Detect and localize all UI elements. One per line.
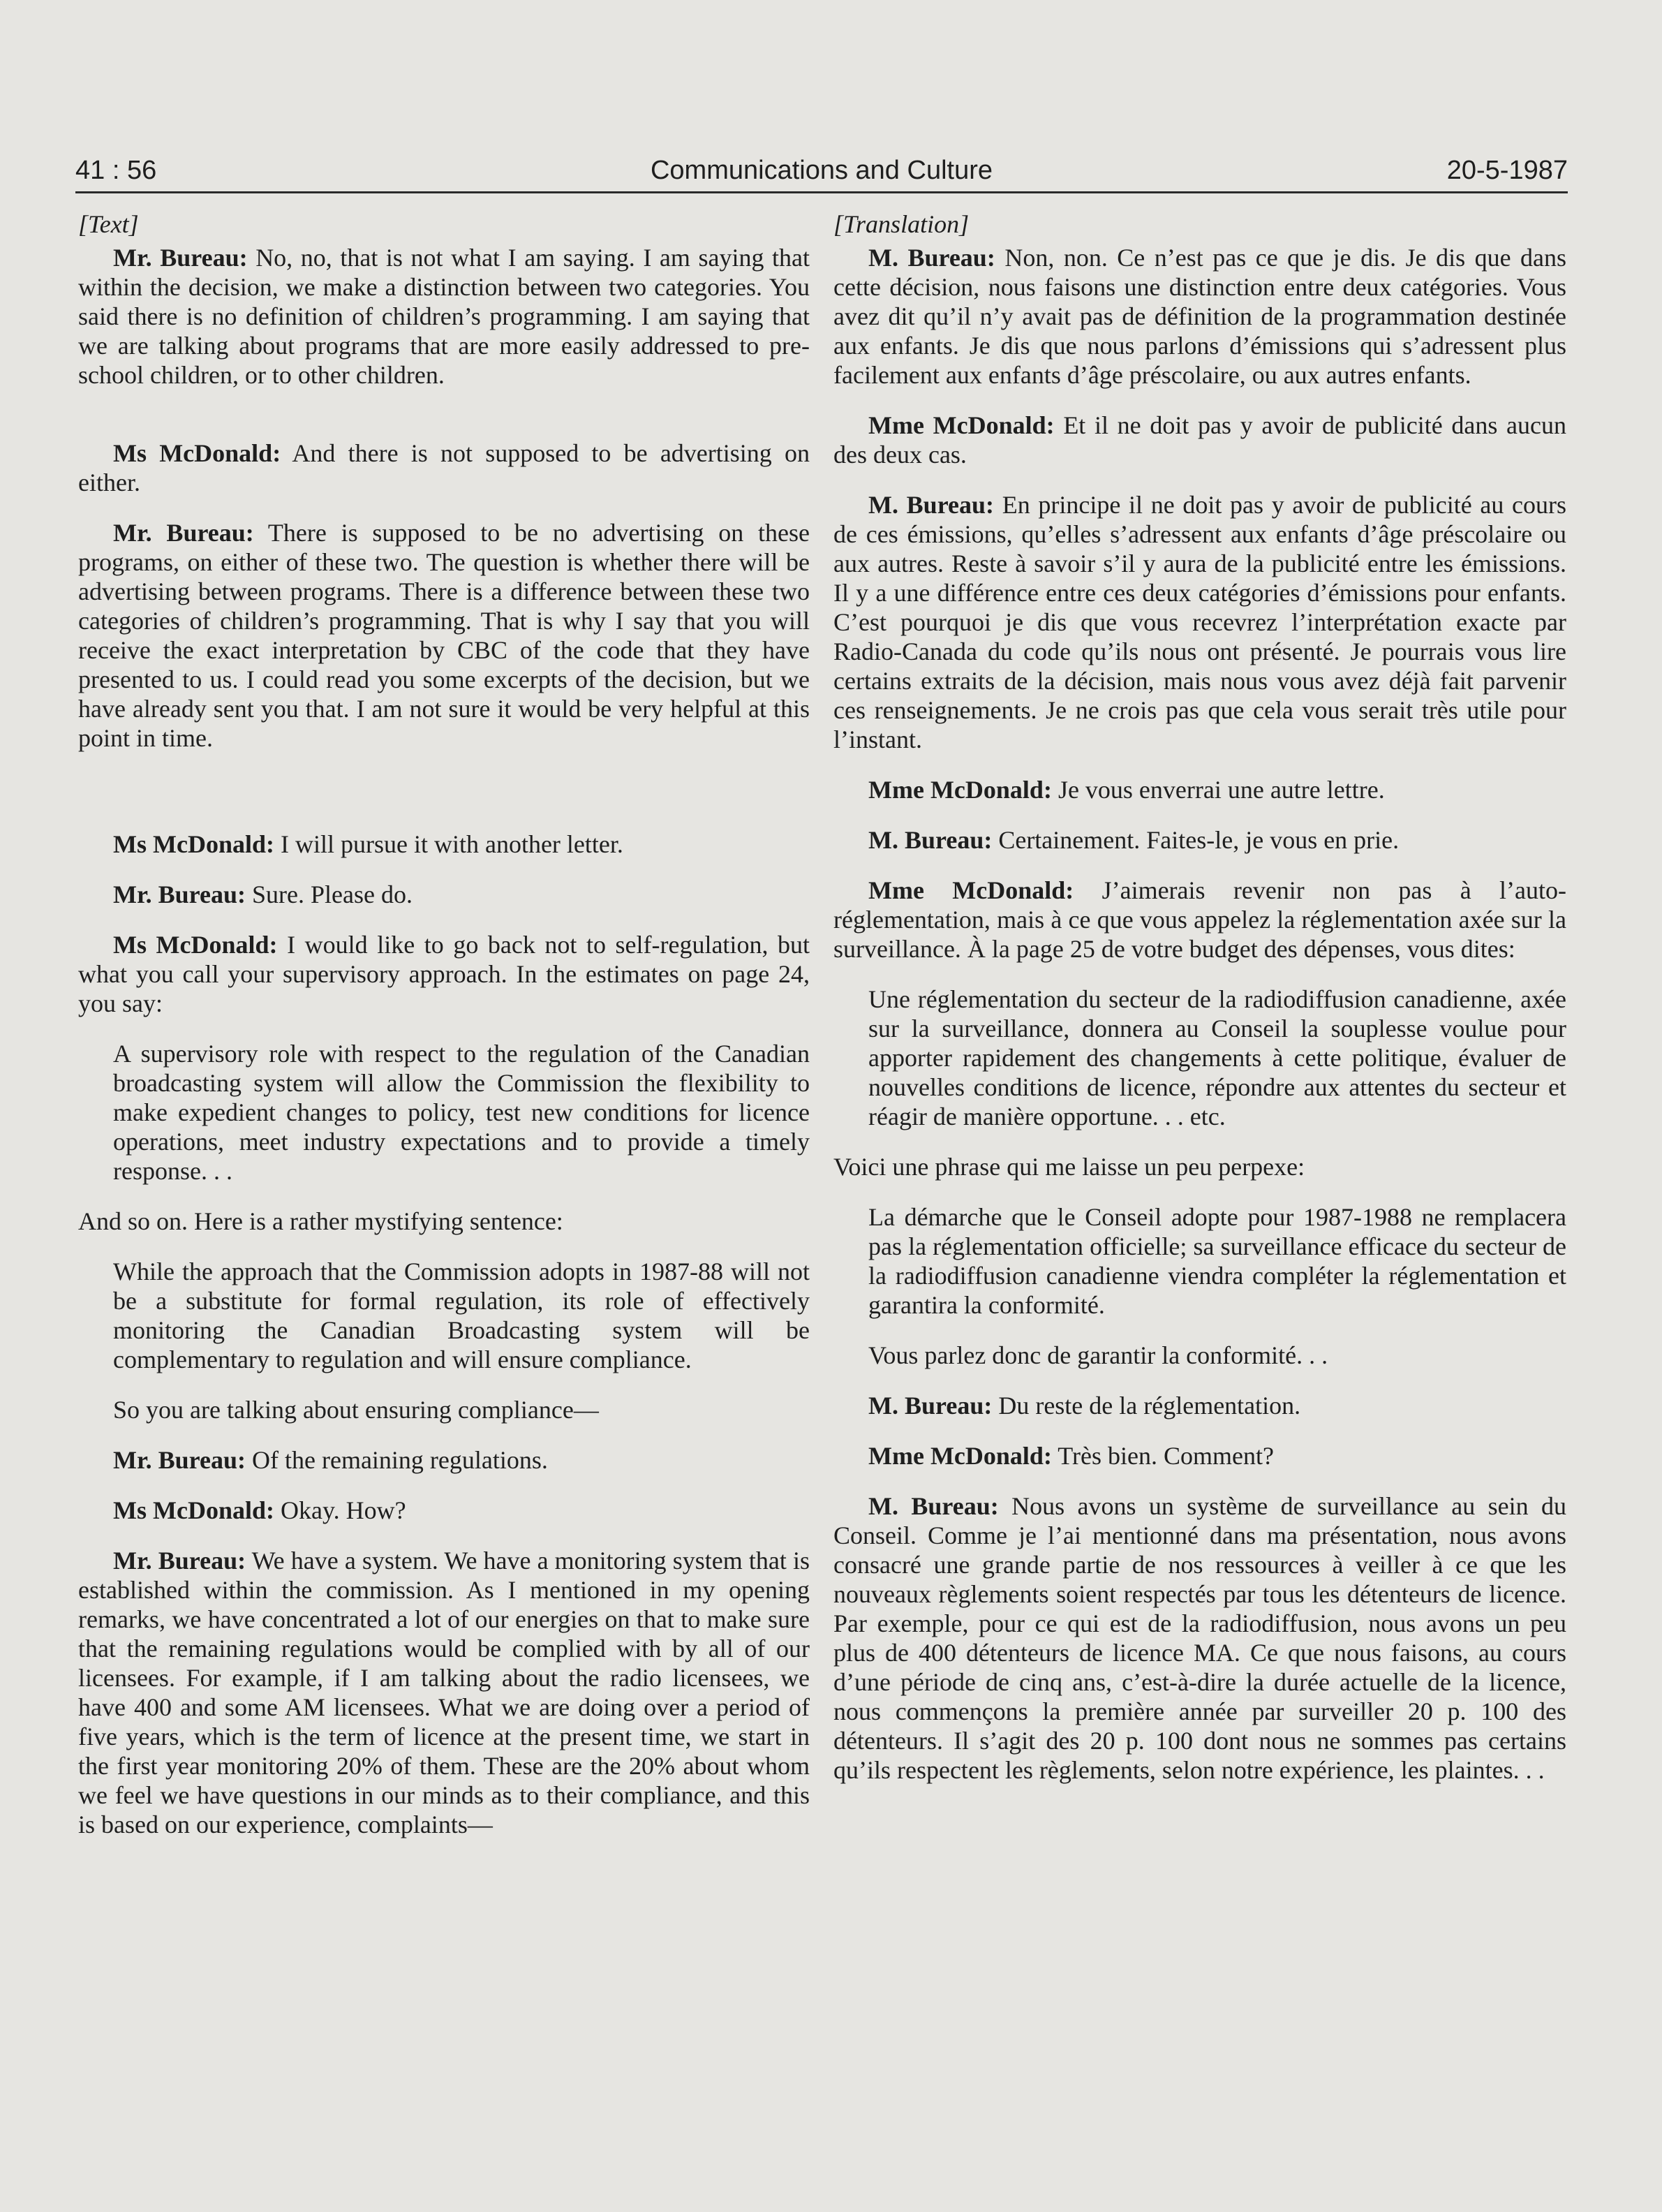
paragraph [833, 1491, 1566, 1785]
paragraph [78, 830, 810, 859]
speech: Et il ne doit pas y avoir de publicité dans aucun des deux cas. [833, 411, 1566, 469]
speech: I will pursue it with another letter. [280, 830, 623, 858]
speaker: Mme McDonald: [868, 776, 1052, 804]
block-quote: Une réglementation du secteur de la radiodiffusion canadienne, axée sur la surveillance, donnera au Conseil la souplesse voulue pour apporter rapidement des changements à cette politique, évaluer de nouvelles conditions de licence, répondre aux attentes du secteur et réagir de manière opportune. . . etc. [868, 985, 1566, 1130]
french-column [833, 209, 1566, 1806]
page-number: 41 : 56 [75, 156, 157, 185]
speaker: Mr. Bureau: [113, 244, 248, 272]
speaker: Ms McDonald: [113, 439, 281, 467]
speech: Très bien. Comment? [1058, 1442, 1274, 1470]
speech: No, no, that is not what I am saying. I am saying that within the decision, we make a distinction between two categories. You said there is no definition of children’s programming. I am saying that we are talking about programs that are more easily addressed to pre-school children, or to other children. [78, 244, 810, 389]
paragraph [833, 243, 1566, 390]
speech: Certainement. Faites-le, je vous en prie. [998, 826, 1400, 854]
speaker: Mr. Bureau: [113, 880, 246, 908]
page-header [75, 149, 1568, 193]
speech: Du reste de la réglementation. [998, 1392, 1301, 1420]
speech: En principe il ne doit pas y avoir de publicité au cours de ces émissions, qu’elles s’adressent aux enfants d’âge préscolaire ou aux autres. Reste à savoir s’il y aura de la publicité entre les émissions. Il y a une différence entre ces deux catégories d’émissions pour enfants. C’est pourquoi je dis que vous recevrez l’interprétation exacte par Radio-Canada du code qu’ils nous ont présenté. Je pourrais vous lire certains extraits de la décision, mais nous vous avez déjà fait parvenir ces renseignements. Je ne crois pas que cela vous serait très utile pour l’instant. [833, 491, 1567, 753]
speech: Nous avons un système de surveillance au sein du Conseil. Comme je l’ai mentionné dans ma présentation, nous avons consacré une grande partie de nos ressources à veiller à ce que les nouveaux règlements soient respectés par tous les détenteurs de licence. Par exemple, pour ce qui est de la radiodiffusion, nous avons un peu plus de 400 détenteurs de licence MA. Ce que nous faisons, au cours d’une période de cinq ans, c’est-à-dire la durée actuelle de la licence, nous commençons la première année par surveiller 20 p. 100 des détenteurs. Il s’agit des 20 p. 100 dont nous ne sommes pas certains qu’ils respectent les règlements, selon notre expérience, les plaintes. . . [833, 1492, 1567, 1784]
paragraph [833, 775, 1566, 804]
header-date: 20-5-1987 [1446, 156, 1568, 185]
speaker: M. Bureau: [868, 826, 993, 854]
text-tag: [Text] [78, 210, 139, 238]
speech: Sure. Please do. [252, 880, 413, 908]
paragraph [833, 490, 1566, 754]
paragraph [833, 825, 1566, 855]
paragraph [78, 243, 810, 390]
speaker: M. Bureau: [868, 1492, 999, 1520]
speech: Je vous enverrai une autre lettre. [1058, 776, 1385, 804]
paragraph [78, 930, 810, 1018]
speech: Okay. How? [280, 1496, 406, 1524]
speaker: Mme McDonald: [868, 1442, 1052, 1470]
paragraph: And so on. Here is a rather mystifying sentence: [78, 1207, 563, 1235]
speech: Of the remaining regulations. [252, 1446, 548, 1474]
paragraph [833, 411, 1566, 469]
speaker: Mr. Bureau: [113, 1547, 246, 1575]
header-title: Communications and Culture [650, 156, 993, 185]
translation-tag: [Translation] [833, 210, 970, 238]
speaker: M. Bureau: [868, 491, 995, 519]
speaker: M. Bureau: [868, 1392, 993, 1420]
speech: And there is not supposed to be advertising on either. [78, 439, 810, 496]
speaker: Mr. Bureau: [113, 519, 254, 547]
speaker: Mme McDonald: [868, 411, 1055, 439]
paragraph: Voici une phrase qui me laisse un peu perpexe: [833, 1153, 1305, 1181]
paragraph [113, 1496, 810, 1525]
speaker: Mr. Bureau: [113, 1446, 246, 1474]
speech: I would like to go back not to self-regulation, but what you call your supervisory approach. In the estimates on page 24, you say: [78, 931, 810, 1017]
paragraph [833, 876, 1566, 964]
speech: We have a system. We have a monitoring system that is established within the commission. As I mentioned in my opening remarks, we have concentrated a lot of our energies on that to make sure that the remaining regulations would be complied with by all of our licensees. For example, if I am talking about the radio licensees, we have 400 and some AM licensees. What we are doing over a period of five years, which is the term of licence at the present time, we start in the first year monitoring 20% of them. These are the 20% about whom we feel we have questions in our minds as to their compliance, and this is based on our experience, complaints— [78, 1547, 810, 1838]
paragraph [868, 1441, 1566, 1470]
speaker: Mme McDonald: [868, 876, 1074, 904]
paragraph [113, 1445, 810, 1475]
paragraph [78, 880, 810, 909]
speaker: Ms McDonald: [113, 1496, 274, 1524]
speaker: M. Bureau: [868, 244, 995, 272]
paragraph [78, 518, 810, 753]
paragraph [868, 1391, 1566, 1420]
quote-line: Vous parlez donc de garantir la conformité. . . [868, 1341, 1328, 1369]
speaker: Ms McDonald: [113, 830, 274, 858]
paragraph [78, 438, 810, 497]
block-quote: A supervisory role with respect to the regulation of the Canadian broadcasting system will allow the Commission the flexibility to make expedient changes to policy, test new conditions for licence operations, meet industry expectations and to provide a timely response. . . [113, 1040, 810, 1185]
english-column [78, 209, 810, 1860]
speech: There is supposed to be no advertising on these programs, on either of these two. The question is whether there will be advertising between programs. There is a difference between these two categories of children’s programming. That is why I say that you will receive the exact interpretation by CBC of the code that they have presented to us. I could read you some excerpts of the decision, but we have already sent you that. I am not sure it would be very helpful at this point in time. [78, 519, 810, 752]
speaker: Ms McDonald: [113, 931, 278, 959]
block-quote: While the approach that the Commission adopts in 1987-88 will not be a substitute for formal regulation, its role of effectively monitoring the Canadian Broadcasting system will be complementary to regulation and will ensure compliance. [113, 1258, 810, 1373]
paragraph [78, 1546, 810, 1839]
quote-line: So you are talking about ensuring compliance— [113, 1396, 599, 1424]
block-quote: La démarche que le Conseil adopte pour 1987-1988 ne remplacera pas la réglementation officielle; sa surveillance efficace du secteur de la radiodiffusion canadienne viendra compléter la réglementation et garantira la conformité. [868, 1203, 1566, 1319]
speech: Non, non. Ce n’est pas ce que je dis. Je dis que dans cette décision, nous faisons une distinction entre deux catégories. Vous avez dit qu’il n’y avait pas de définition de la programmation destinée aux enfants. Je dis que nous parlons d’émissions qui s’adressent plus facilement aux enfants d’âge préscolaire, ou aux autres enfants. [833, 244, 1567, 389]
speech: J’aimerais revenir non pas à l’auto-réglementation, mais à ce que vous appelez la réglementation axée sur la surveillance. À la page 25 de votre budget des dépenses, vous dites: [833, 876, 1566, 963]
